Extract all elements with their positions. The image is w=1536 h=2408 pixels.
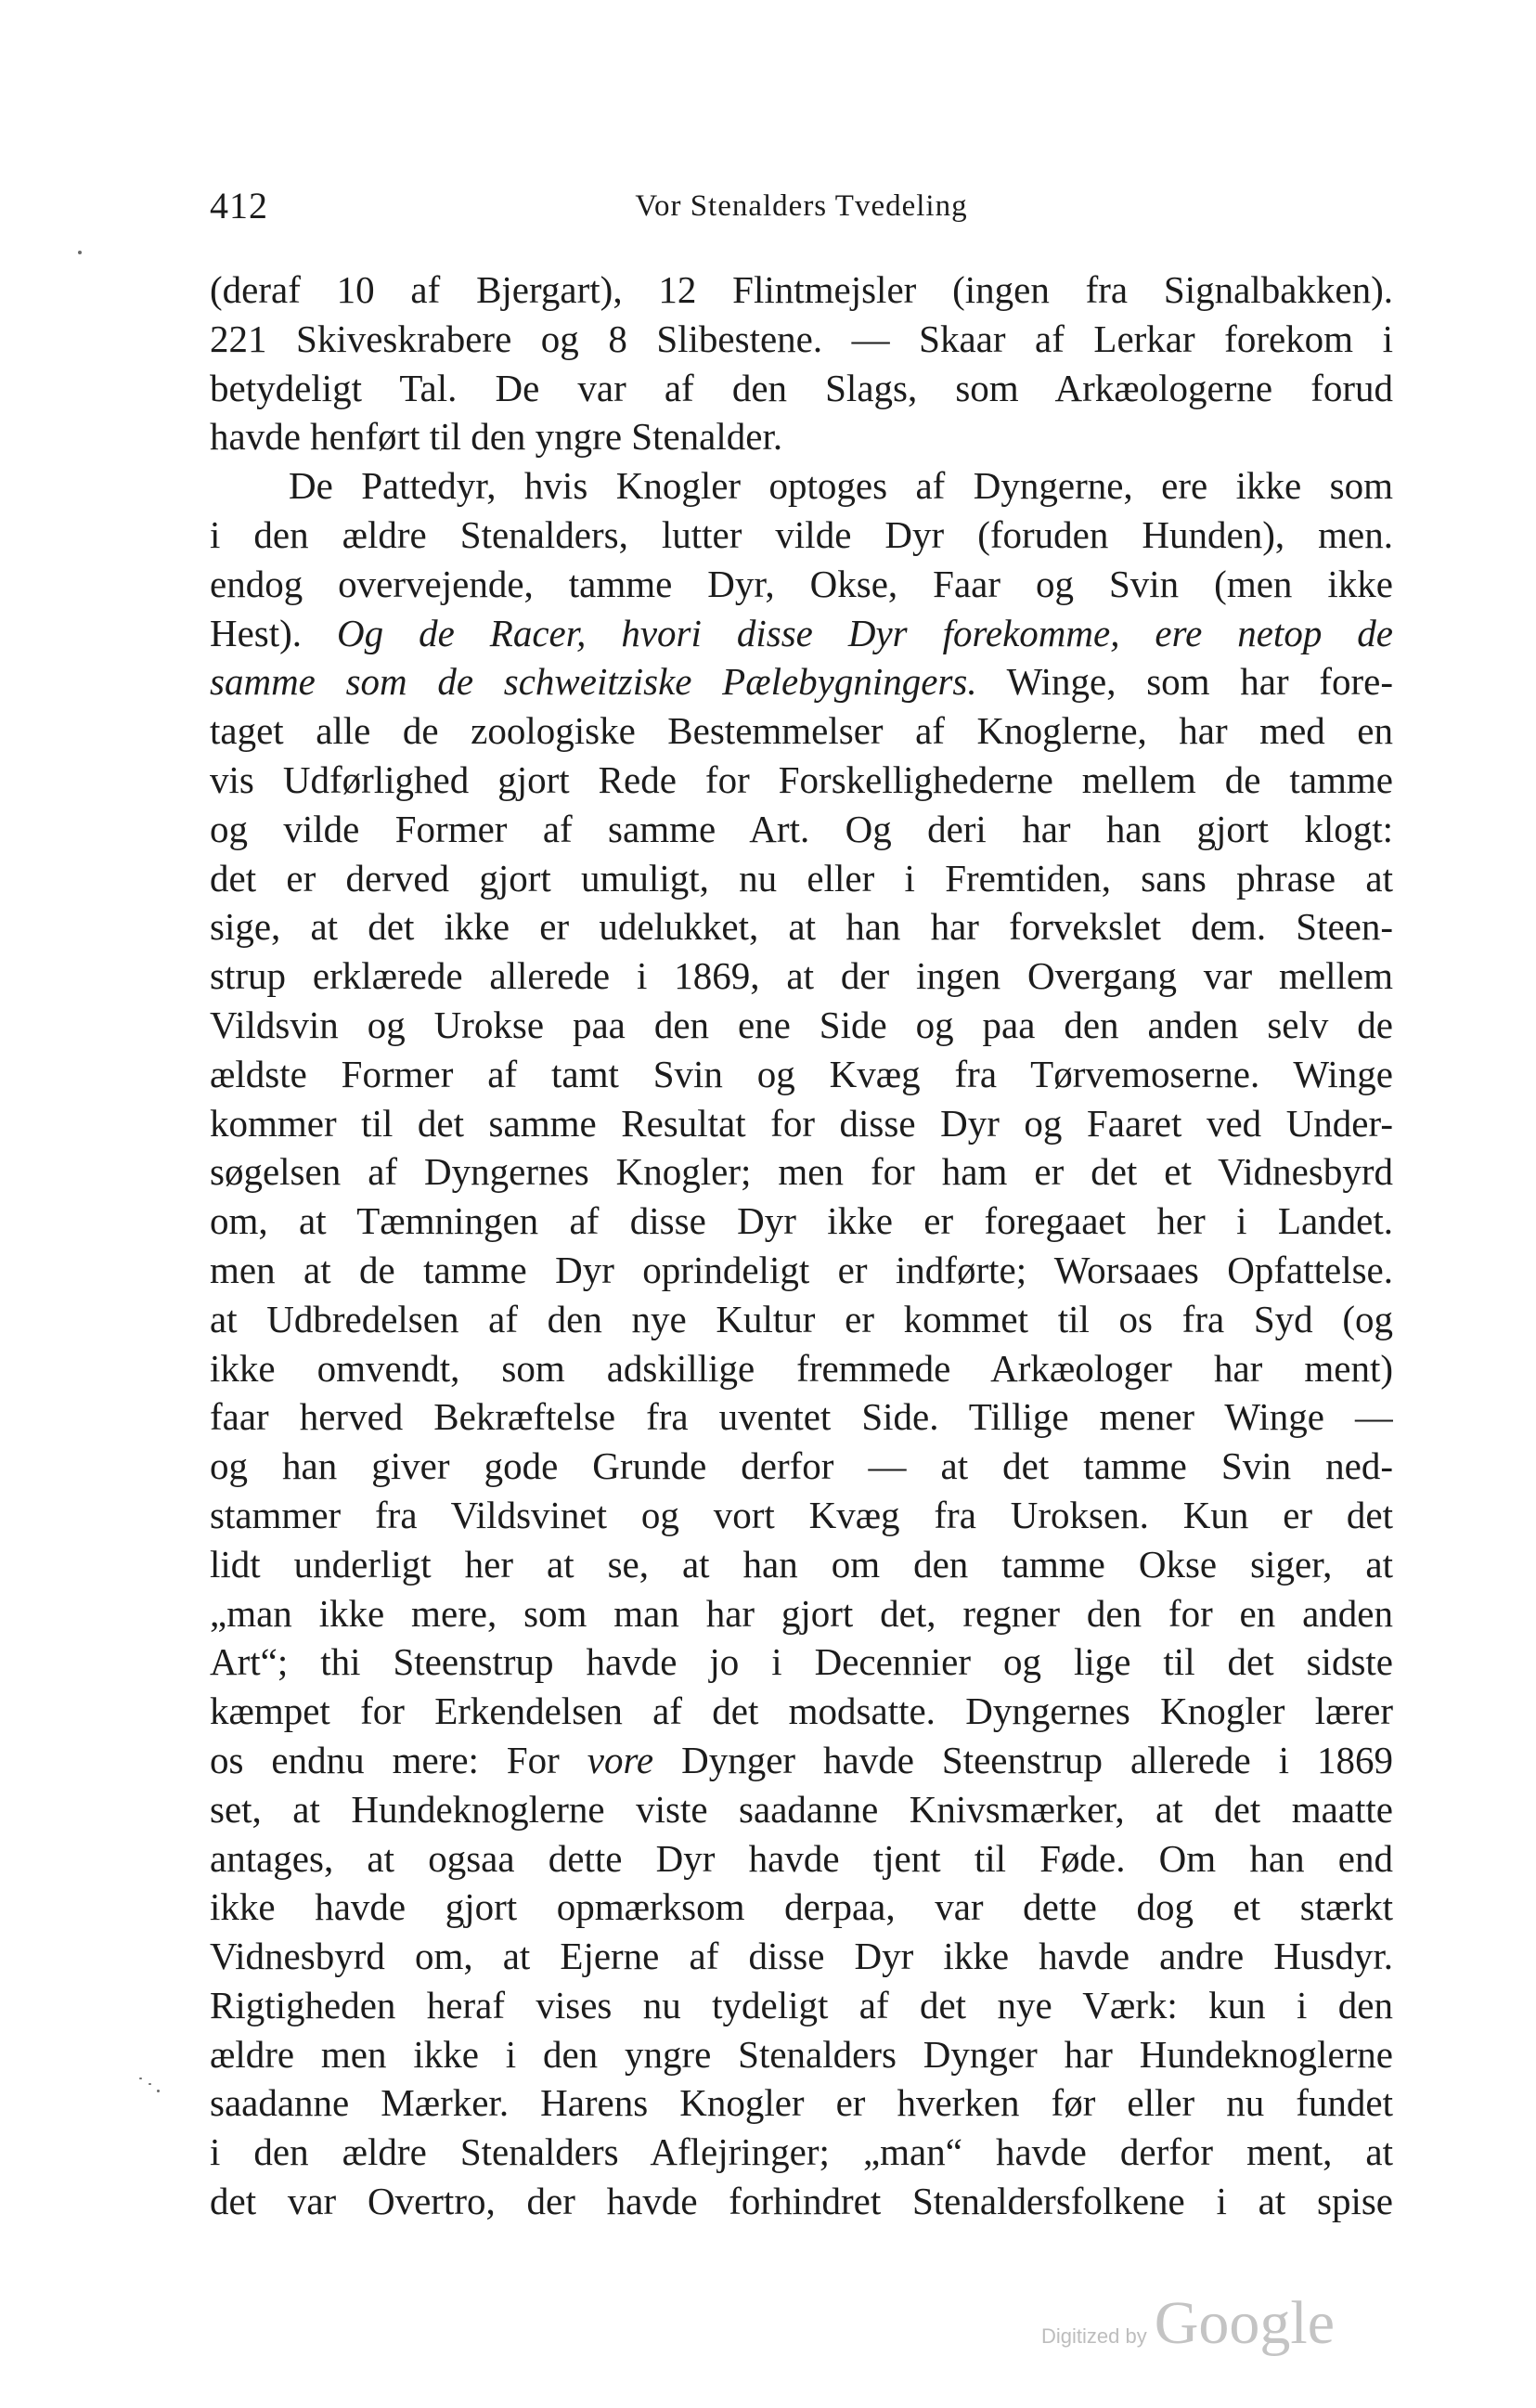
- text-line: ikke havde gjort opmærksom derpaa, var dette dog et stærkt: [210, 1885, 1393, 1929]
- italic-emphasis: vore: [587, 1738, 654, 1781]
- text-line: strup erklærede allerede i 1869, at der ingen Overgang var mellem: [210, 954, 1393, 998]
- text-line: det er derved gjort umuligt, nu eller i Fremtiden, sans phrase at: [210, 856, 1393, 900]
- text-line: betydeligt Tal. De var af den Slags, som Arkæologerne forud: [210, 366, 1393, 409]
- scan-speck: [148, 2083, 151, 2085]
- text-line: endog overvejende, tamme Dyr, Okse, Faar og Svin (men ikke: [210, 562, 1393, 605]
- page-header: [210, 181, 1393, 231]
- text-line: Rigtigheden heraf vises nu tydeligt af det nye Værk: kun i den: [210, 1983, 1393, 2026]
- text-line: ældre men ikke i den yngre Stenalders Dynger har Hundeknoglerne: [210, 2032, 1393, 2076]
- google-logo: Google: [1154, 2289, 1336, 2357]
- text-line: at Udbredelsen af den nye Kultur er kommet til os fra Syd (og: [210, 1297, 1393, 1340]
- text-line: lidt underligt her at se, at han om den tamme Okse siger, at: [210, 1542, 1393, 1586]
- scan-speck: [157, 2090, 160, 2092]
- text-run: Dynger havde Steenstrup allerede i 1869: [653, 1738, 1393, 1781]
- text-line: kommer til det samme Resultat for disse Dyr og Faaret ved Under-: [210, 1101, 1393, 1145]
- text-line: men at de tamme Dyr oprindeligt er indførte; Worsaaes Opfattelse.: [210, 1248, 1393, 1291]
- running-title: Vor Stenalders Tvedeling: [635, 189, 968, 223]
- text-line: ældste Former af tamt Svin og Kvæg fra Tørvemoserne. Winge: [210, 1052, 1393, 1095]
- text-line: i den ældre Stenalders Aflejringer; „man“ havde derfor ment, at: [210, 2130, 1393, 2174]
- text-run: Hest).: [210, 611, 338, 654]
- text-line: kæmpet for Erkendelsen af det modsatte. Dyngernes Knogler lærer: [210, 1689, 1393, 1733]
- digitized-watermark: [1041, 2288, 1335, 2363]
- text-line: taget alle de zoologiske Bestemmelser af Knoglerne, har med en: [210, 709, 1393, 753]
- text-line: i den ældre Stenalders, lutter vilde Dyr (foruden Hunden), men.: [210, 512, 1393, 556]
- text-line: set, at Hundeknoglerne viste saadanne Knivsmærker, at det maatte: [210, 1787, 1393, 1831]
- text-run: os endnu mere: For: [210, 1738, 587, 1781]
- text-line: Vidnesbyrd om, at Ejerne af disse Dyr ikke havde andre Husdyr.: [210, 1935, 1393, 1978]
- scan-speck: [139, 2078, 142, 2079]
- text-line: havde henført til den yngre Stenalder.: [210, 415, 783, 459]
- text-line: 221 Skiveskrabere og 8 Slibestene. — Skaar af Lerkar forekom i: [210, 317, 1393, 360]
- text-line: det var Overtro, der havde forhindret Stenaldersfolkene i at spise: [210, 2180, 1393, 2223]
- text-line: stammer fra Vildsvinet og vort Kvæg fra Uroksen. Kun er det: [210, 1493, 1393, 1536]
- text-line: vis Udførlighed gjort Rede for Forskellighederne mellem de tamme: [210, 757, 1393, 801]
- text-line: og vilde Former af samme Art. Og deri har han gjort klogt:: [210, 807, 1393, 850]
- text-line: ikke omvendt, som adskillige fremmede Arkæologer har ment): [210, 1346, 1393, 1390]
- text-line: om, at Tæmningen af disse Dyr ikke er foregaaet her i Landet.: [210, 1199, 1393, 1243]
- italic-emphasis: Og de Racer, hvori disse Dyr forekomme, ere netop de: [337, 611, 1393, 654]
- text-line: [210, 1736, 1393, 1785]
- body-text: [210, 265, 1393, 2226]
- text-line: (deraf 10 af Bjergart), 12 Flintmejsler (ingen fra Signalbakken).: [210, 268, 1393, 311]
- text-line: og han giver gode Grunde derfor — at det tamme Svin ned-: [210, 1444, 1393, 1488]
- text-line: Art“; thi Steenstrup havde jo i Decennier og lige til det sidste: [210, 1640, 1393, 1684]
- text-line: [210, 609, 1393, 658]
- text-line: antages, at ogsaa dette Dyr havde tjent til Føde. Om han end: [210, 1836, 1393, 1880]
- text-line: [210, 657, 1393, 706]
- scan-speck: [78, 251, 82, 254]
- text-run: Winge, som har fore-: [976, 660, 1393, 704]
- text-line: saadanne Mærker. Harens Knogler er hverken før eller nu fundet: [210, 2081, 1393, 2125]
- italic-emphasis: samme som de schweitziske Pælebygningers.: [210, 660, 977, 704]
- text-line: sige, at det ikke er udelukket, at han har forvekslet dem. Steen-: [210, 905, 1393, 949]
- paragraph-start-line: De Pattedyr, hvis Knogler optoges af Dyngerne, ere ikke som: [289, 464, 1393, 508]
- text-line: Vildsvin og Urokse paa den ene Side og paa den anden selv de: [210, 1003, 1393, 1046]
- text-line: søgelsen af Dyngernes Knogler; men for ham er det et Vidnesbyrd: [210, 1150, 1393, 1194]
- text-line: „man ikke mere, som man har gjort det, regner den for en anden: [210, 1591, 1393, 1635]
- page-number: 412: [210, 185, 268, 227]
- text-line: faar herved Bekræftelse fra uventet Side. Tillige mener Winge —: [210, 1395, 1393, 1439]
- watermark-label: Digitized by: [1041, 2324, 1147, 2348]
